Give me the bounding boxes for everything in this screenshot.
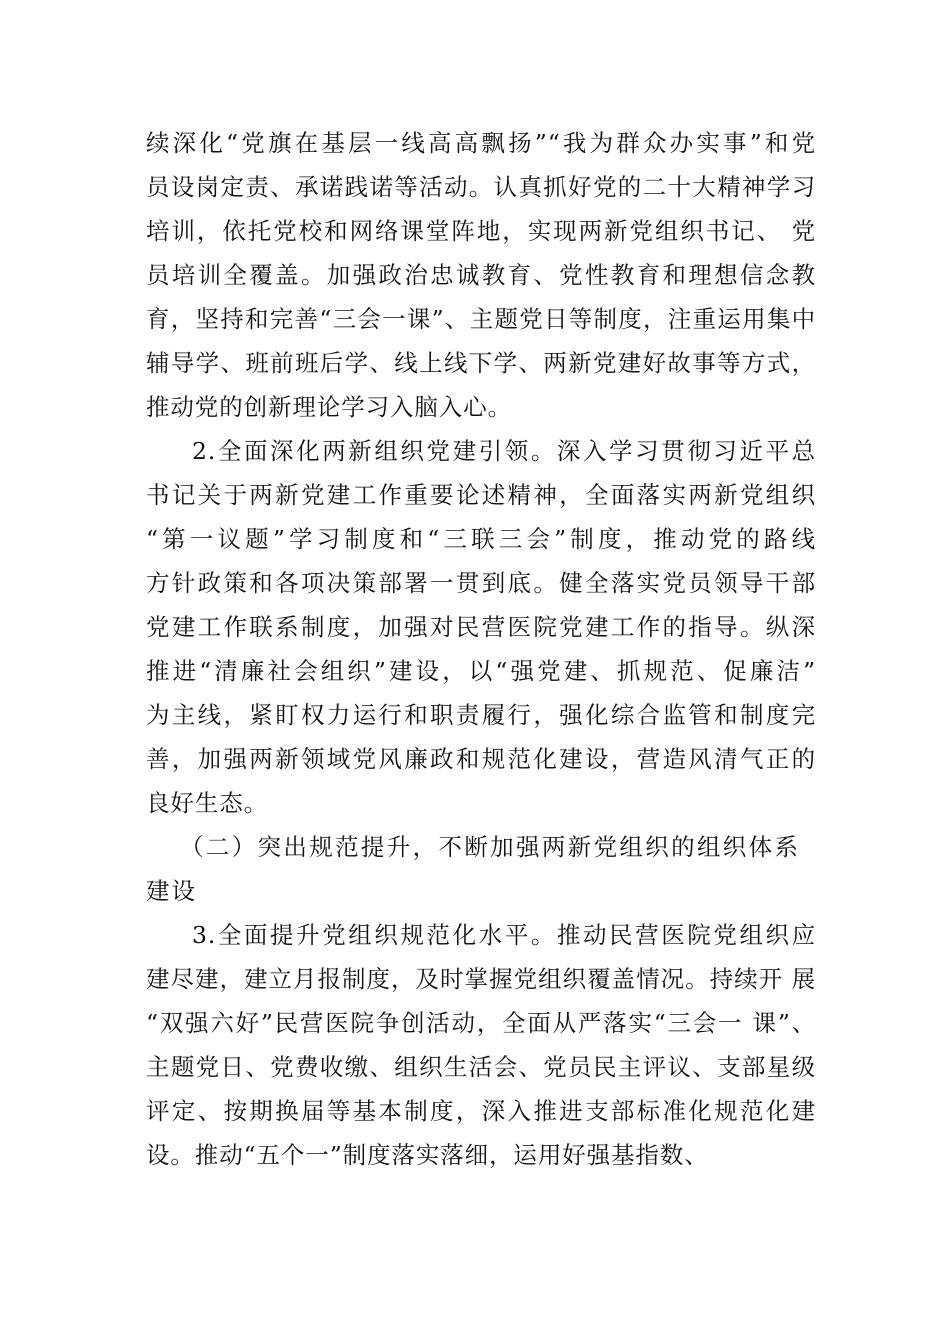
section-heading-continuation: 建设 — [146, 877, 197, 905]
paragraph-line: 良好生态。 — [146, 789, 268, 817]
paragraph-line: 续深化“党旗在基层一线高高飘扬”“我为群众办实事”和党 — [146, 129, 816, 157]
paragraph-line: 方针政策和各项决策部署一贯到底。健全落实党员领导干部 — [146, 569, 816, 597]
paragraph-line: “第一议题”学习制度和“三联三会”制度，推动党的路线 — [146, 525, 816, 553]
paragraph-line: 培训，依托党校和网络课堂阵地，实现两新党组织书记、 党 — [146, 217, 816, 245]
paragraph-line: 辅导学、班前班后学、线上线下学、两新党建好故事等方式， — [146, 349, 816, 377]
paragraph-line: 员设岗定责、承诺践诺等活动。认真抓好党的二十大精神学习 — [146, 173, 816, 201]
paragraph-first-line: 3.全面提升党组织规范化水平。推动民营医院党组织应 — [192, 921, 816, 949]
paragraph-line: 设。推动“五个一”制度落实落细，运用好强基指数、 — [146, 1141, 709, 1169]
paragraph-line: 员培训全覆盖。加强政治忠诚教育、党性教育和理想信念教 — [146, 261, 816, 289]
paragraph-line: 评定、按期换届等基本制度，深入推进支部标准化规范化建 — [146, 1097, 816, 1125]
paragraph-line: 党建工作联系制度，加强对民营医院党建工作的指导。纵深 — [146, 613, 816, 641]
paragraph-line: 为主线，紧盯权力运行和职责履行，强化综合监管和制度完 — [146, 701, 816, 729]
section-heading: （二）突出规范提升，不断加强两新党组织的组织体系 — [180, 833, 800, 861]
paragraph-line: 建尽建，建立月报制度，及时掌握党组织覆盖情况。持续开 展 — [146, 965, 816, 993]
paragraph-line: “双强六好”民营医院争创活动，全面从严落实“三会一 课”、 — [146, 1009, 816, 1037]
paragraph-line: 育，坚持和完善“三会一课”、主题党日等制度，注重运用集中 — [146, 305, 816, 333]
paragraph-first-line: 2.全面深化两新组织党建引领。深入学习贯彻习近平总 — [192, 437, 816, 465]
paragraph-line: 主题党日、党费收缴、组织生活会、党员民主评议、支部星级 — [146, 1053, 816, 1081]
paragraph-line: 推进“清廉社会组织”建设，以“强党建、抓规范、促廉洁” — [146, 657, 816, 685]
paragraph-line: 书记关于两新党建工作重要论述精神，全面落实两新党组织 — [146, 481, 816, 509]
paragraph-line: 善，加强两新领域党风廉政和规范化建设，营造风清气正的 — [146, 745, 816, 773]
paragraph-line: 推动党的创新理论学习入脑入心。 — [146, 393, 512, 421]
